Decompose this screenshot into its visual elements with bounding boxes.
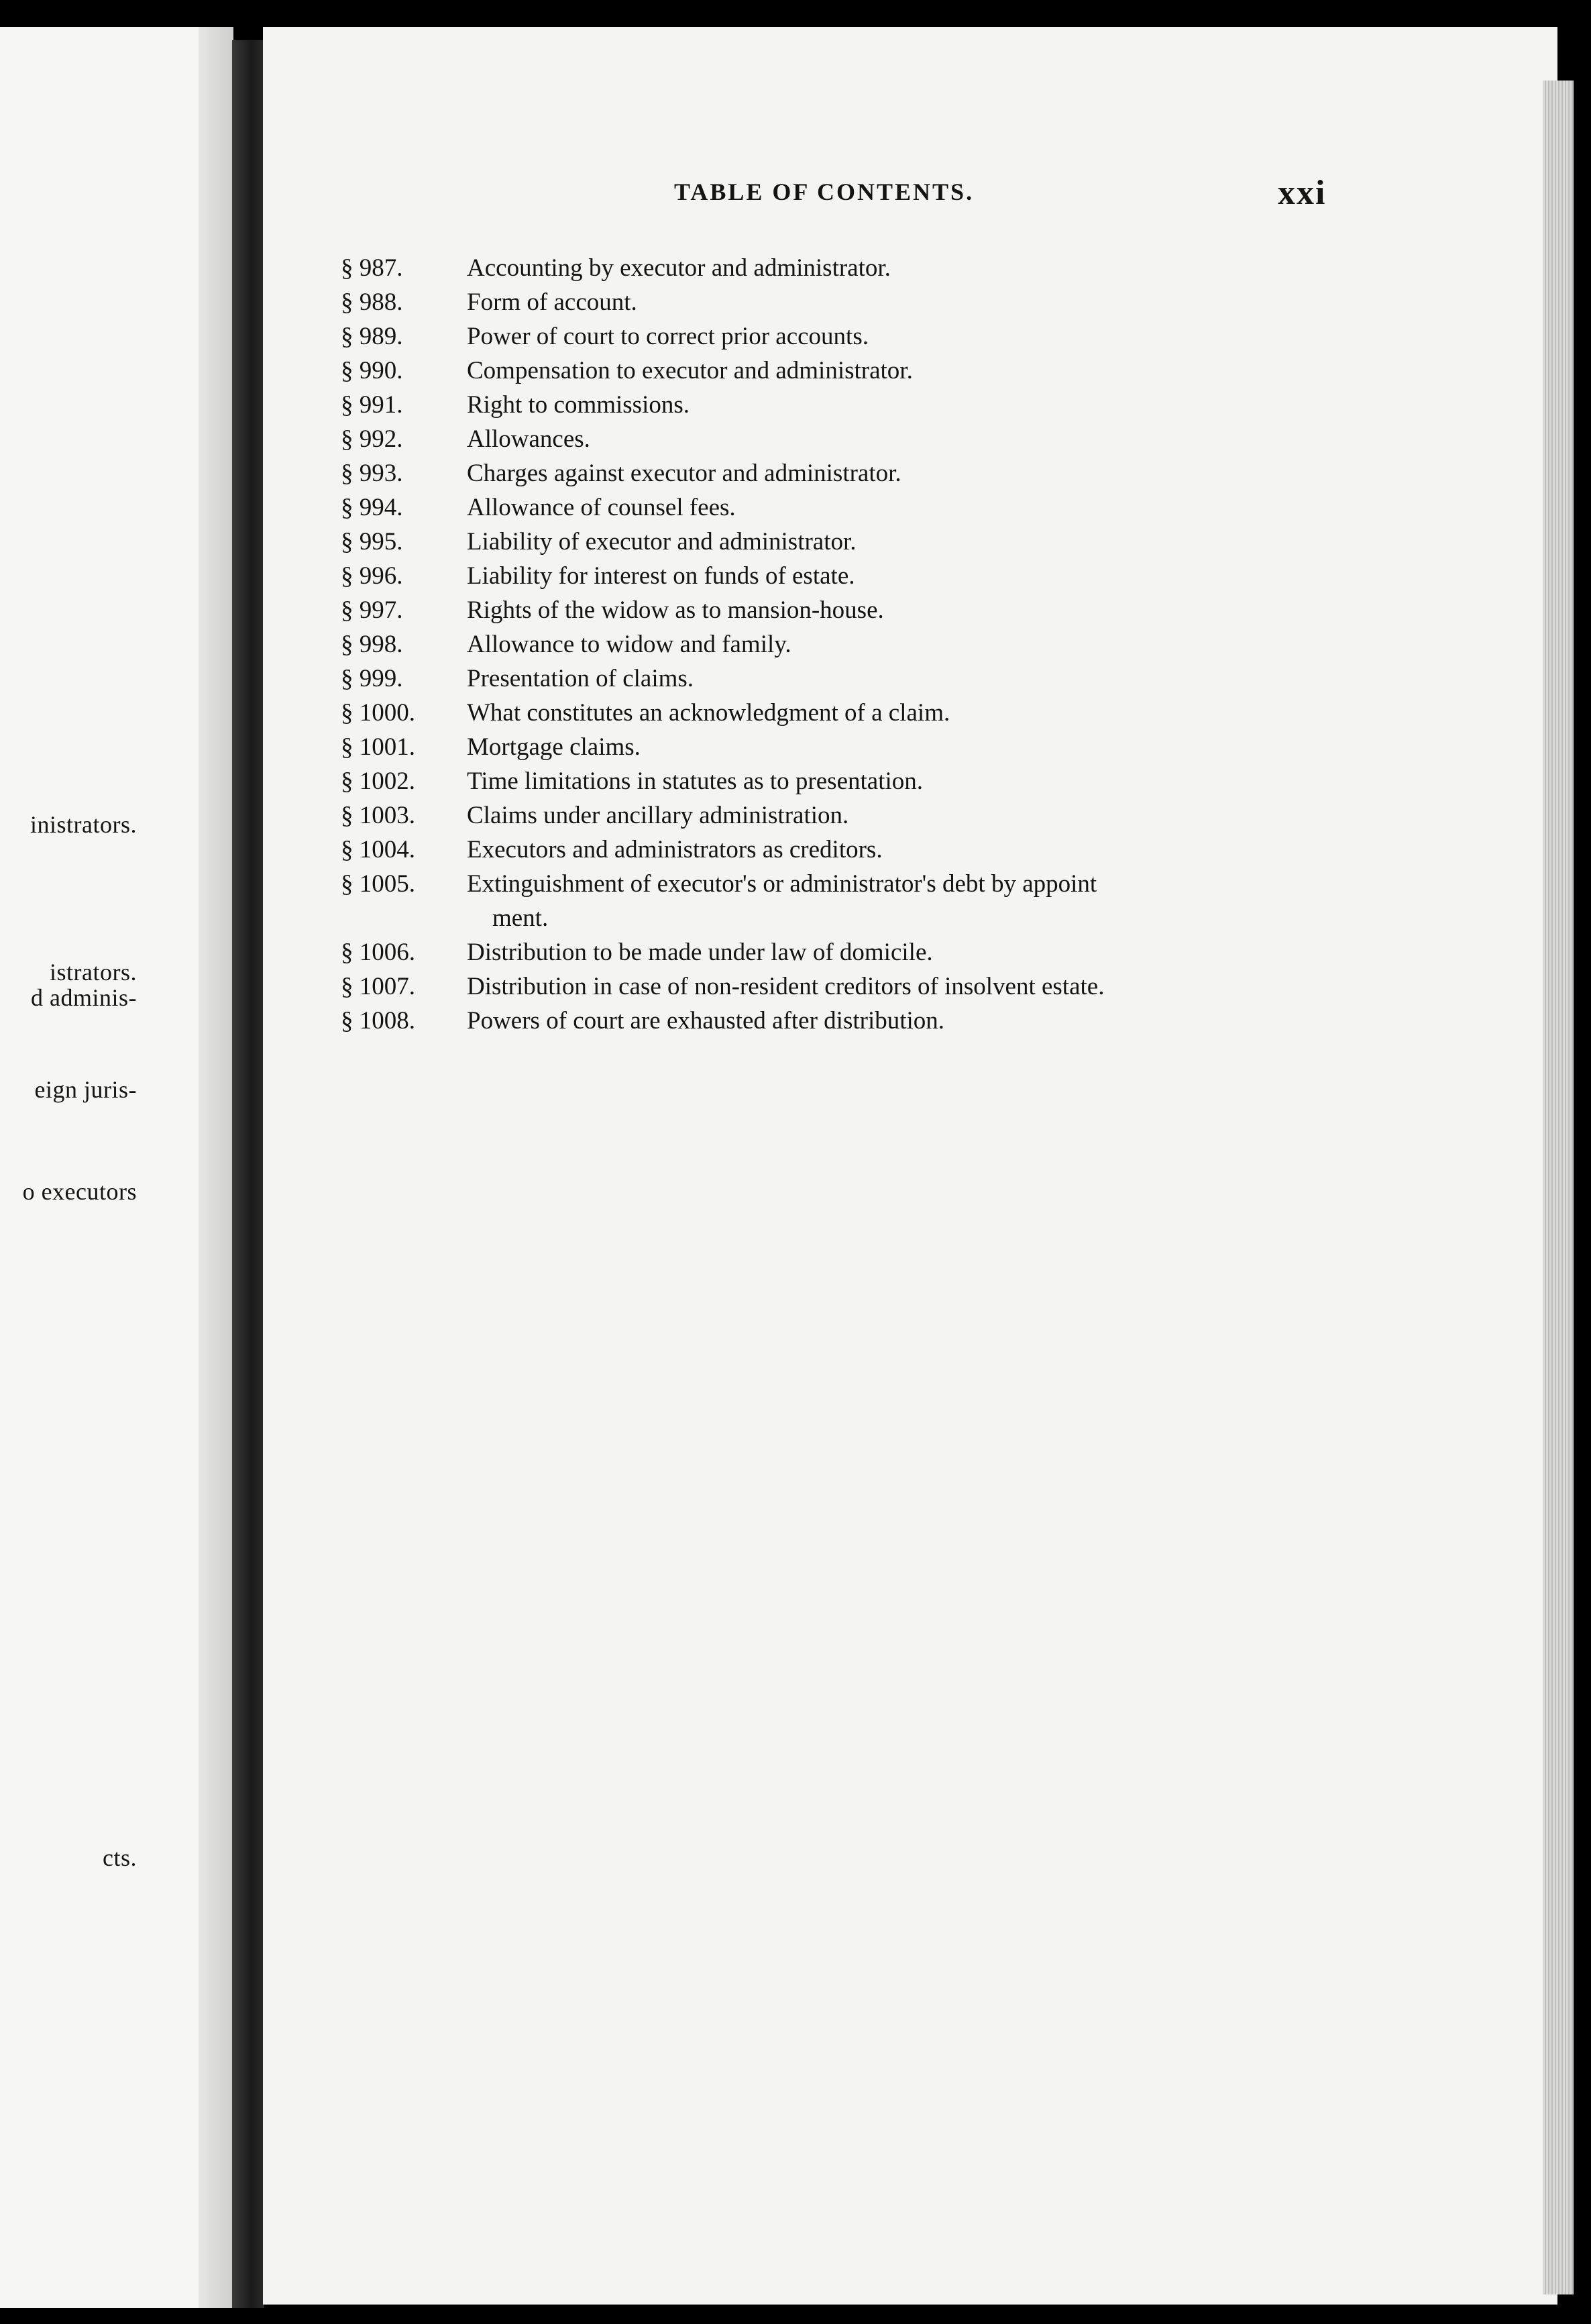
toc-entry: [341, 627, 1333, 662]
toc-entry: [341, 319, 1333, 354]
section-title: Right to commissions.: [467, 391, 690, 419]
section-title-wrapped: [467, 867, 1333, 935]
section-number: § 998.: [341, 631, 403, 658]
section-number: § 996.: [341, 562, 403, 590]
section-number: § 1003.: [341, 802, 415, 829]
facing-page-fragment: o executors: [22, 1178, 137, 1205]
page-edges: [1543, 81, 1574, 2294]
toc-entry: [341, 490, 1333, 525]
section-title: Presentation of claims.: [467, 665, 694, 692]
section-title: Form of account.: [467, 288, 637, 316]
toc-entry: [341, 730, 1333, 764]
section-title: Charges against executor and administrator.: [467, 460, 901, 487]
section-number: § 1007.: [341, 973, 415, 1000]
section-title: Executors and administrators as creditors.: [467, 836, 883, 863]
facing-page-fragment: eign juris-: [34, 1076, 137, 1103]
toc-entry: [341, 354, 1333, 388]
section-title: Allowance to widow and family.: [467, 631, 791, 658]
section-title: Allowances.: [467, 425, 590, 453]
section-title: Accounting by executor and administrator.: [467, 254, 891, 282]
section-number: § 994.: [341, 494, 403, 521]
section-number: § 991.: [341, 391, 403, 419]
section-number: § 988.: [341, 288, 403, 316]
section-number: § 989.: [341, 323, 403, 350]
toc-entry: [341, 559, 1333, 593]
toc-entry: [341, 1004, 1333, 1038]
section-number: § 992.: [341, 425, 403, 453]
facing-page-fragment: cts.: [103, 1844, 137, 1871]
toc-entry: [341, 251, 1333, 285]
section-title: Rights of the widow as to mansion-house.: [467, 596, 884, 624]
toc-entry: [341, 593, 1333, 627]
page-number: xxi: [1278, 174, 1327, 212]
section-number: § 1006.: [341, 939, 415, 966]
section-title: Power of court to correct prior accounts.: [467, 323, 869, 350]
section-number: § 1002.: [341, 768, 415, 795]
facing-page-fragment: d adminis-: [31, 984, 137, 1011]
table-of-contents: [341, 251, 1333, 1038]
section-title: Distribution in case of non-resident creditors of insolvent estate.: [467, 973, 1105, 1000]
section-title: What constitutes an acknowledgment of a claim.: [467, 699, 950, 727]
binding-shadow: [232, 40, 264, 2308]
section-number: § 1004.: [341, 836, 415, 863]
section-number: § 997.: [341, 596, 403, 624]
section-title: Extinguishment of executor's or administrator's debt by appoint: [467, 870, 1097, 898]
toc-entry: [341, 833, 1333, 867]
section-title: Compensation to executor and administrator.: [467, 357, 913, 384]
toc-entry: [341, 935, 1333, 969]
section-number: § 995.: [341, 528, 403, 556]
facing-page-fragment: istrators.: [50, 959, 137, 986]
section-number: § 999.: [341, 665, 403, 692]
toc-entry: [341, 969, 1333, 1004]
toc-entry: [341, 696, 1333, 730]
toc-entry: [341, 525, 1333, 559]
section-number: § 987.: [341, 254, 403, 282]
toc-entry: [341, 456, 1333, 490]
section-title: Claims under ancillary administration.: [467, 802, 849, 829]
toc-entry: [341, 662, 1333, 696]
section-number: § 990.: [341, 357, 403, 384]
toc-entry: [341, 867, 1333, 935]
section-number: § 1000.: [341, 699, 415, 727]
section-number: § 1001.: [341, 733, 415, 761]
section-title: Liability for interest on funds of estate.: [467, 562, 855, 590]
toc-entry: [341, 798, 1333, 833]
section-title: Distribution to be made under law of domicile.: [467, 939, 933, 966]
section-title: Allowance of counsel fees.: [467, 494, 736, 521]
toc-entry: [341, 422, 1333, 456]
section-title: Mortgage claims.: [467, 733, 641, 761]
section-number: § 1005.: [341, 870, 415, 898]
facing-page-fragment: inistrators.: [30, 811, 137, 838]
toc-entry: [341, 764, 1333, 798]
toc-entry: [341, 388, 1333, 422]
facing-page: [0, 27, 199, 2308]
running-head: TABLE OF CONTENTS.: [674, 178, 975, 205]
section-number: § 1008.: [341, 1007, 415, 1035]
page-gutter: [199, 27, 233, 2308]
section-title: Powers of court are exhausted after distribution.: [467, 1007, 945, 1035]
toc-entry: [341, 285, 1333, 319]
section-title: Liability of executor and administrator.: [467, 528, 857, 556]
section-title-continuation: ment.: [492, 904, 549, 932]
section-title: Time limitations in statutes as to presentation.: [467, 768, 924, 795]
section-number: § 993.: [341, 460, 403, 487]
